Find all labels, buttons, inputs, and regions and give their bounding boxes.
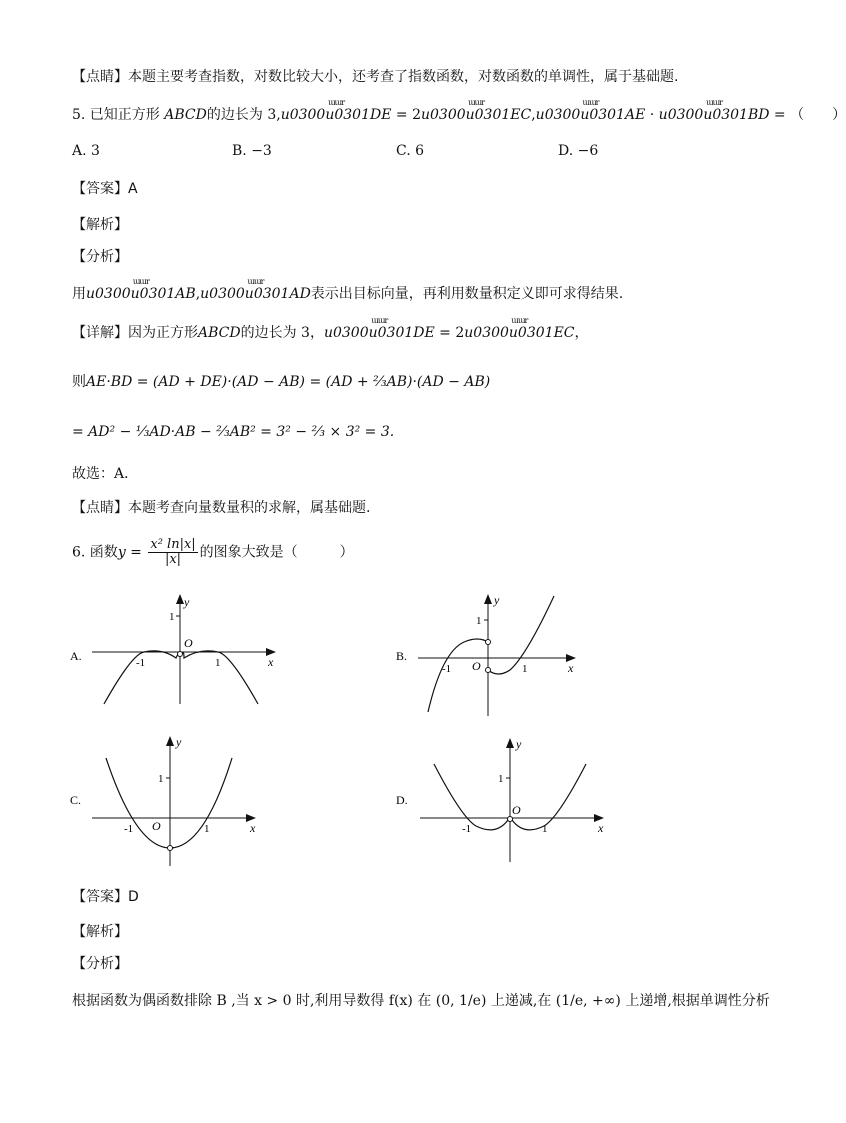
svg-text:1: 1 <box>215 657 221 669</box>
calc1-expr: AE·BD = (AD + DE)·(AD − AB) = (AD + ⅔AB)·(AD − AB) <box>86 374 491 390</box>
comment-text-q5: 本题考查向量数量积的求解，属基础题. <box>128 500 371 516</box>
fenxi-pre: 用 <box>72 286 86 302</box>
vector-ae: u0300u0301 ɯɯr AE <box>536 107 646 123</box>
q5-fenxi: 用 u0300u0301 ɯɯr AB, u0300u0301 ɯɯr AD表示出目标向量，再利用数量积定义即可求得结果. <box>72 283 623 303</box>
q5-mid: 的边长为 <box>206 107 263 123</box>
detail-vector-ec: u0300u0301 ɯɯr EC <box>464 325 574 341</box>
q6-eq: = <box>125 544 147 561</box>
graph-a <box>66 592 296 712</box>
vector-de: u0300u0301 ɯɯr DE <box>281 107 392 123</box>
graph-c-label: C. <box>70 793 82 807</box>
q5-calc1 <box>72 371 490 391</box>
q6-fraction <box>148 538 197 567</box>
graph-b <box>392 590 592 720</box>
svg-text:y: y <box>516 737 522 751</box>
svg-text:y: y <box>184 595 190 609</box>
detail-eq: = 2 <box>434 325 465 341</box>
q5-dot: · <box>645 107 659 123</box>
svg-text:x: x <box>598 821 604 835</box>
svg-text:x: x <box>250 821 256 835</box>
svg-text:1: 1 <box>204 823 210 835</box>
comment-text: 本题主要考查指数，对数比较大小，还考查了指数函数，对数函数的单调性，属于基础题. <box>128 69 679 85</box>
svg-text:x: x <box>568 661 574 675</box>
q5-square: ABCD <box>164 107 207 123</box>
q5-analysis-label: 【解析】 <box>72 217 128 233</box>
q6-stem <box>72 538 354 567</box>
answer-value: A <box>128 181 138 197</box>
svg-text:1: 1 <box>498 773 504 785</box>
q5-answer <box>72 178 138 198</box>
detail-label: 【详解】 <box>72 325 128 341</box>
q6-answer-value: D <box>128 889 139 905</box>
q6-answer <box>72 886 139 906</box>
vector-ab: u0300u0301 ɯɯr AB <box>86 286 196 302</box>
q6-analysis-label: 【解析】 <box>72 924 128 940</box>
svg-text:-1: -1 <box>462 823 472 835</box>
comment-label-q5: 【点睛】 <box>72 500 128 516</box>
q5-side: 3, <box>267 107 281 123</box>
option-c: C. 6 <box>396 143 425 159</box>
vector-ec: u0300u0301 ɯɯr EC <box>421 107 531 123</box>
q6-suffix: 的图象大致是（ ） <box>199 544 354 561</box>
q5-options <box>72 143 672 163</box>
svg-text:O: O <box>152 819 161 833</box>
q6-fenxi: 根据函数为偶函数排除 B ,当 x > 0 时,利用导数得 f(x) 在 (0, 1/e) 上递减,在 (1/e, +∞) 上递增,根据单调性分析 <box>72 993 770 1009</box>
graph-d-label: D. <box>396 793 408 807</box>
comment-label: 【点睛】 <box>72 69 128 85</box>
q6-denominator: |x| <box>164 552 182 567</box>
q5-choice: 故选：A． <box>72 466 139 482</box>
svg-text:y: y <box>494 593 500 607</box>
q6-fenxi-label: 【分析】 <box>72 956 128 972</box>
answer-label: 【答案】 <box>72 181 128 197</box>
svg-text:-1: -1 <box>136 657 146 669</box>
svg-text:O: O <box>472 659 481 673</box>
q6-prefix: 6. 函数 <box>72 544 118 561</box>
calc2-expr: = AD² − ⅓AD·AB − ⅔AB² = 3² − ⅔ × 3² = 3. <box>72 424 395 440</box>
q6-y: y <box>117 544 126 561</box>
graph-b-label: B. <box>396 649 408 663</box>
q5-calc2 <box>72 424 394 440</box>
vector-bd: u0300u0301 ɯɯr BD <box>659 107 770 123</box>
q5-tail: = （ ） <box>769 107 846 123</box>
calc1-pre: 则 <box>72 374 86 390</box>
q5-eq: = 2 <box>391 107 421 123</box>
detail-square: ABCD <box>198 325 241 341</box>
q5-stem <box>72 98 846 124</box>
q5-fenxi-label: 【分析】 <box>72 249 128 265</box>
graph-a-label: A. <box>70 649 82 663</box>
q6-answer-label: 【答案】 <box>72 889 128 905</box>
svg-text:1: 1 <box>158 773 164 785</box>
q5-detail: 【详解】因为正方形ABCD的边长为 3， u0300u0301 ɯɯr DE = 2 u0300u0301 ɯɯr EC， <box>72 322 589 342</box>
svg-text:x: x <box>268 655 274 669</box>
svg-text:1: 1 <box>542 823 548 835</box>
svg-text:1: 1 <box>169 611 175 623</box>
q5-prefix: 5. 已知正方形 <box>72 107 160 123</box>
svg-text:-1: -1 <box>442 663 452 675</box>
q6-numerator: x² ln|x| <box>150 537 196 552</box>
intro-comment <box>72 66 678 86</box>
detail-vector-de: u0300u0301 ɯɯr DE <box>324 325 435 341</box>
svg-text:O: O <box>512 803 521 817</box>
graph-d <box>392 736 612 866</box>
detail-pre: 因为正方形 <box>128 325 198 341</box>
option-a: A. 3 <box>72 143 100 159</box>
q5-comma: , <box>531 107 536 123</box>
svg-text:-1: -1 <box>124 823 134 835</box>
svg-text:y: y <box>176 735 182 749</box>
svg-text:O: O <box>184 636 193 650</box>
option-b: B. −3 <box>232 143 272 159</box>
svg-text:1: 1 <box>476 615 482 627</box>
option-d: D. −6 <box>558 143 599 159</box>
graph-c <box>66 730 276 870</box>
q5-comment <box>72 497 370 517</box>
fenxi-post: 表示出目标向量，再利用数量积定义即可求得结果. <box>310 286 624 302</box>
svg-text:1: 1 <box>522 663 528 675</box>
detail-mid: 的边长为 3， <box>240 325 324 341</box>
vector-ad: u0300u0301 ɯɯr AD <box>200 286 311 302</box>
